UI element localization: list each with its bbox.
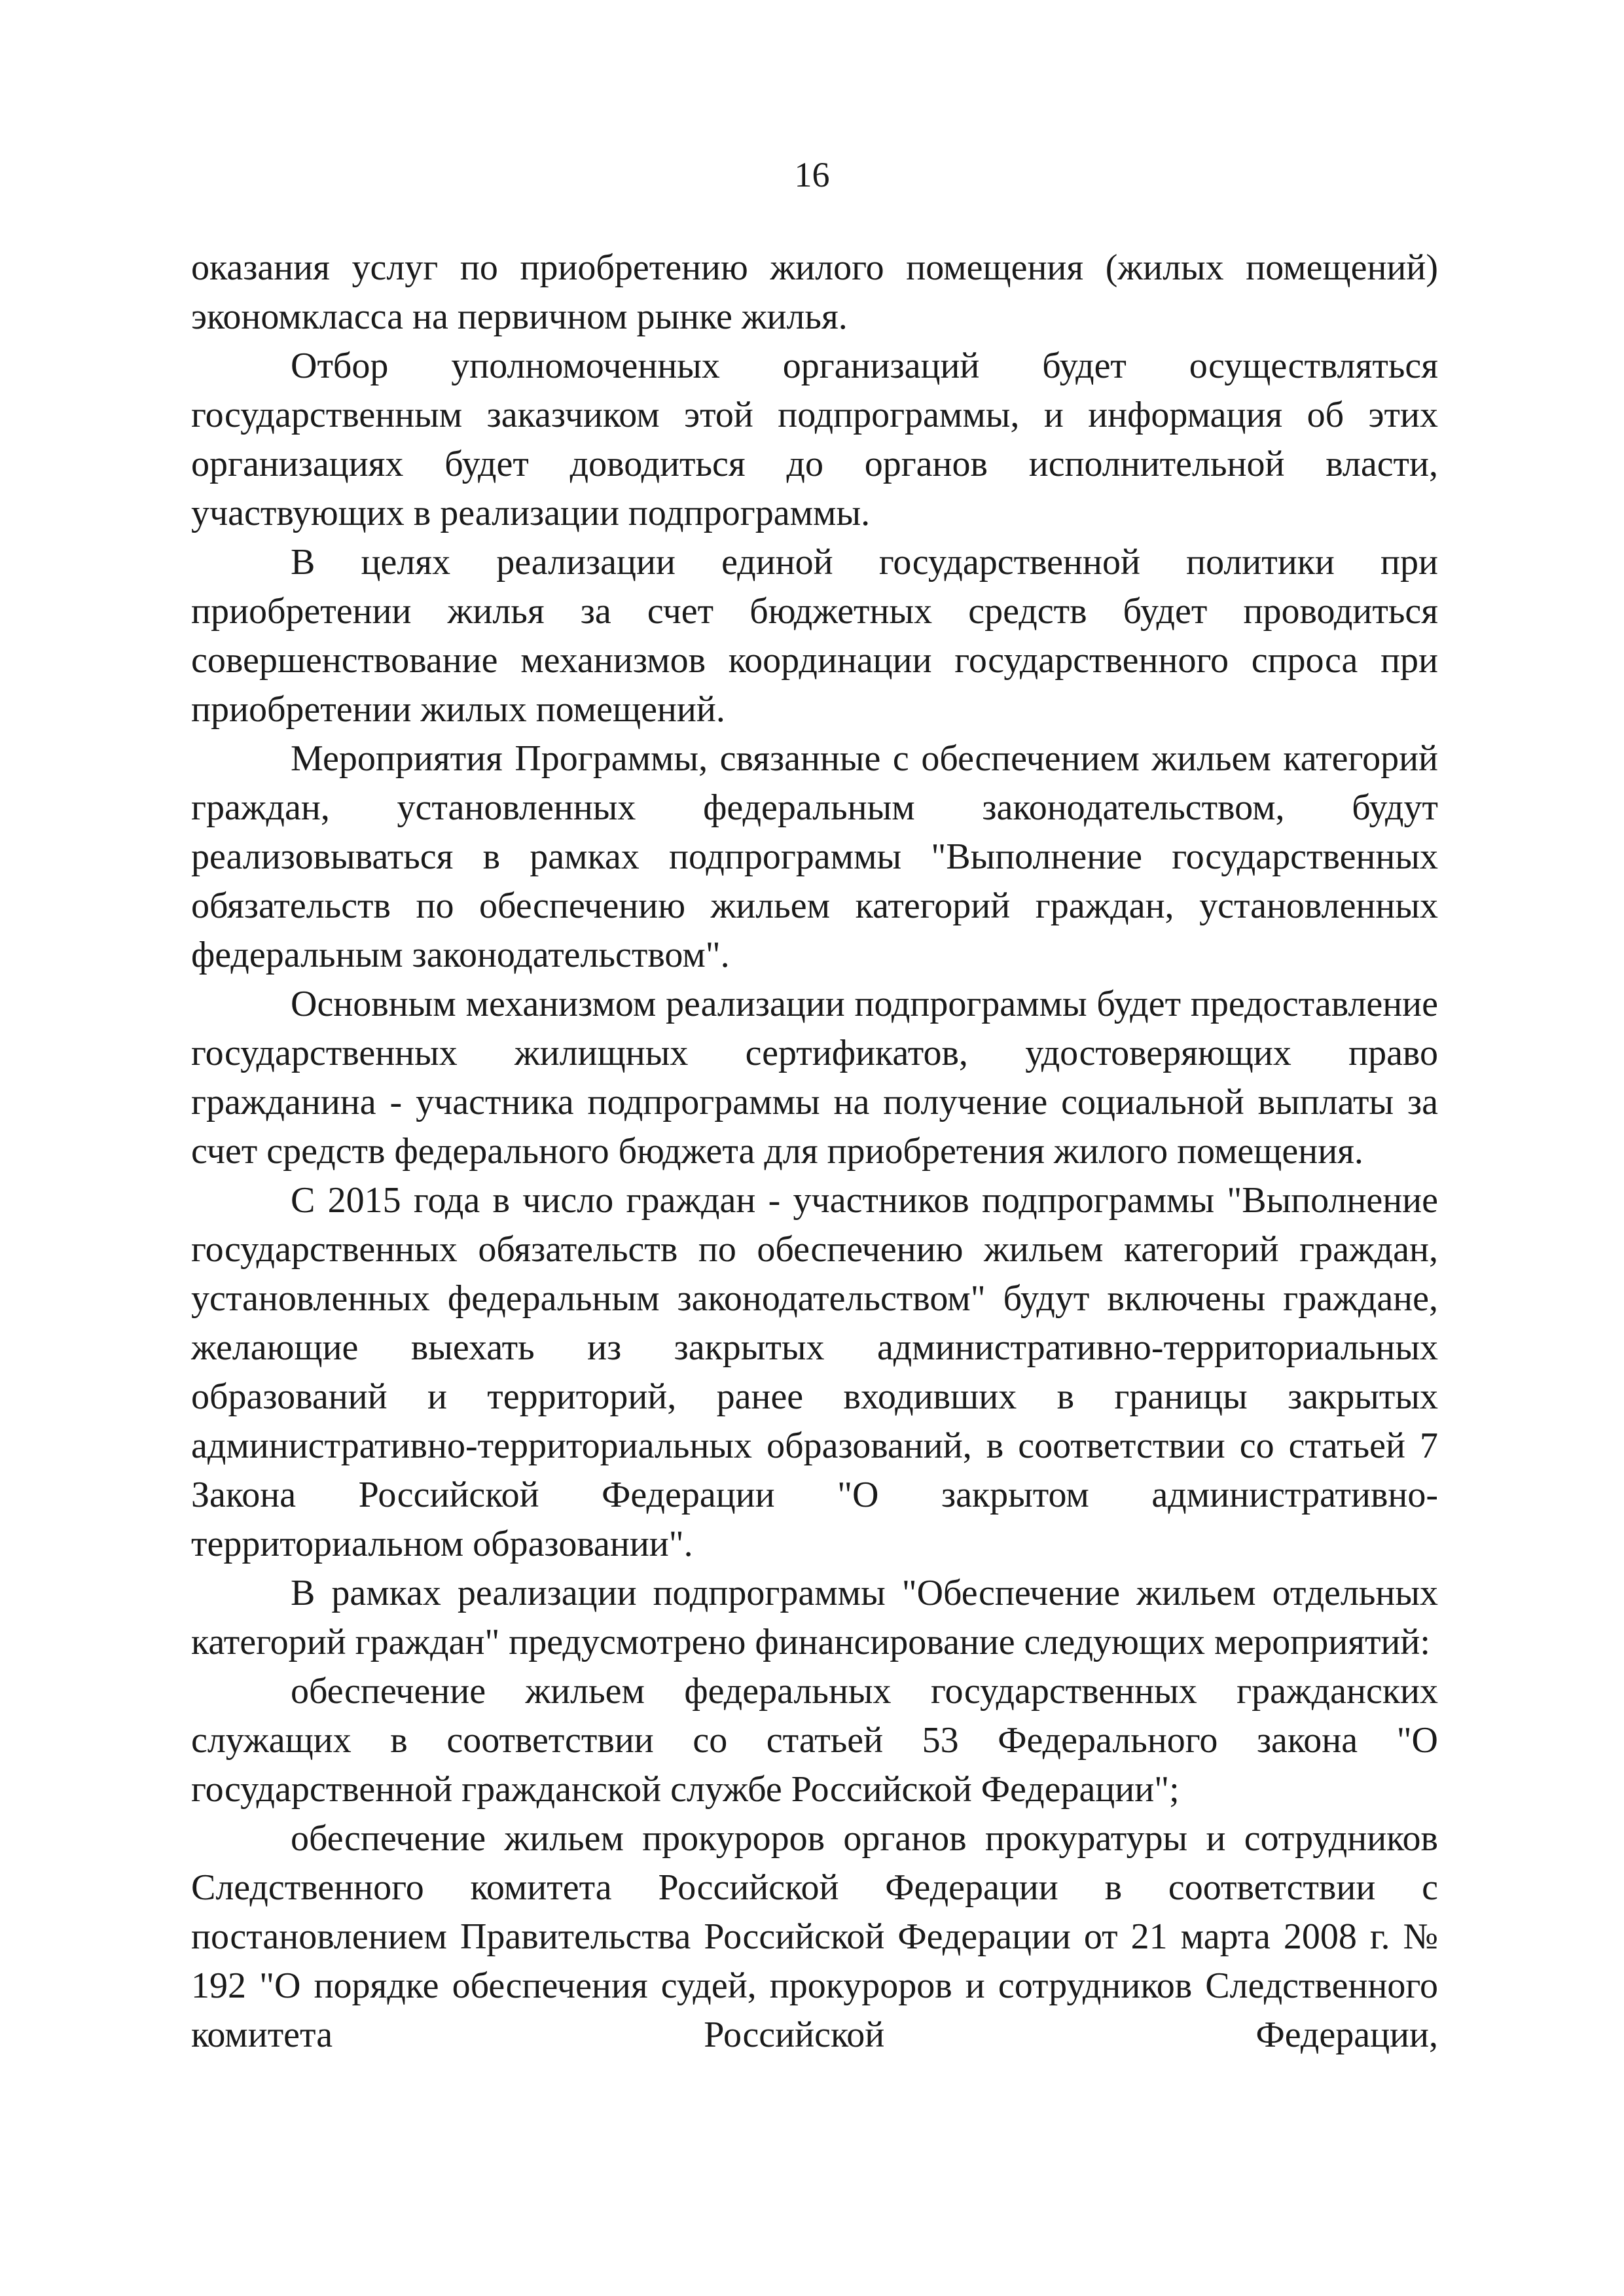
paragraph-civil-servants-housing: обеспечение жильем федеральных государственных гражданских служащих в соответствии со статьей 53 Федерального закона "О государственной гражданской службе Российской Федерации"; [191,1671,1438,1810]
paragraph-program-measures: Мероприятия Программы, связанные с обеспечением жильем категорий граждан, установленных федеральным законодательством, будут реализовываться в рамках подпрограммы "Выполнение государственных обязательств по обеспечению жильем категорий граждан, установленных федеральным законодательством". [191,738,1438,975]
document-body [191,243,1438,2060]
paragraph-subprogram-financing: В рамках реализации подпрограммы "Обеспечение жильем отдельных категорий граждан" предусмотрено финансирование следующих мероприятий: [191,1573,1438,1662]
paragraph-main-mechanism: Основным механизмом реализации подпрограммы будет предоставление государственных жилищных сертификатов, удостоверяющих право гражданина - участника подпрограммы на получение социальной выплаты за счет средств федерального бюджета для приобретения жилого помещения. [191,984,1438,1172]
paragraph-continuation: оказания услуг по приобретению жилого помещения (жилых помещений) экономкласса на первичном рынке жилья. [191,247,1438,337]
paragraph-state-policy: В целях реализации единой государственной политики при приобретении жилья за счет бюджетных средств будет проводиться совершенствование механизмов координации государственного спроса при приобретении жилых помещений. [191,542,1438,730]
paragraph-prosecutors-housing: обеспечение жильем прокуроров органов прокуратуры и сотрудников Следственного комитета Российской Федерации в соответствии с постановлением Правительства Российской Федерации от 21 марта 2008 г. № 192 "О порядке обеспечения судей, прокуроров и сотрудников Следственного комитета Российской Федерации, [191,1818,1438,2055]
paragraph-selection-of-organizations: Отбор уполномоченных организаций будет осуществляться государственным заказчиком этой подпрограммы, и информация об этих организациях будет доводиться до органов исполнительной власти, участвующих в реализации подпрограммы. [191,346,1438,533]
paragraph-from-2015: С 2015 года в число граждан - участников подпрограммы "Выполнение государственных обязательств по обеспечению жильем категорий граждан, установленных федеральным законодательством" будут включены граждане, желающие выехать из закрытых административно-территориальных образований и территорий, ранее входивших в границы закрытых административно-территориальных образований, в соответствии со статьей 7 Закона Российской Федерации "О закрытом административно-территориальном образовании". [191,1180,1438,1564]
page-number: 16 [794,155,830,194]
